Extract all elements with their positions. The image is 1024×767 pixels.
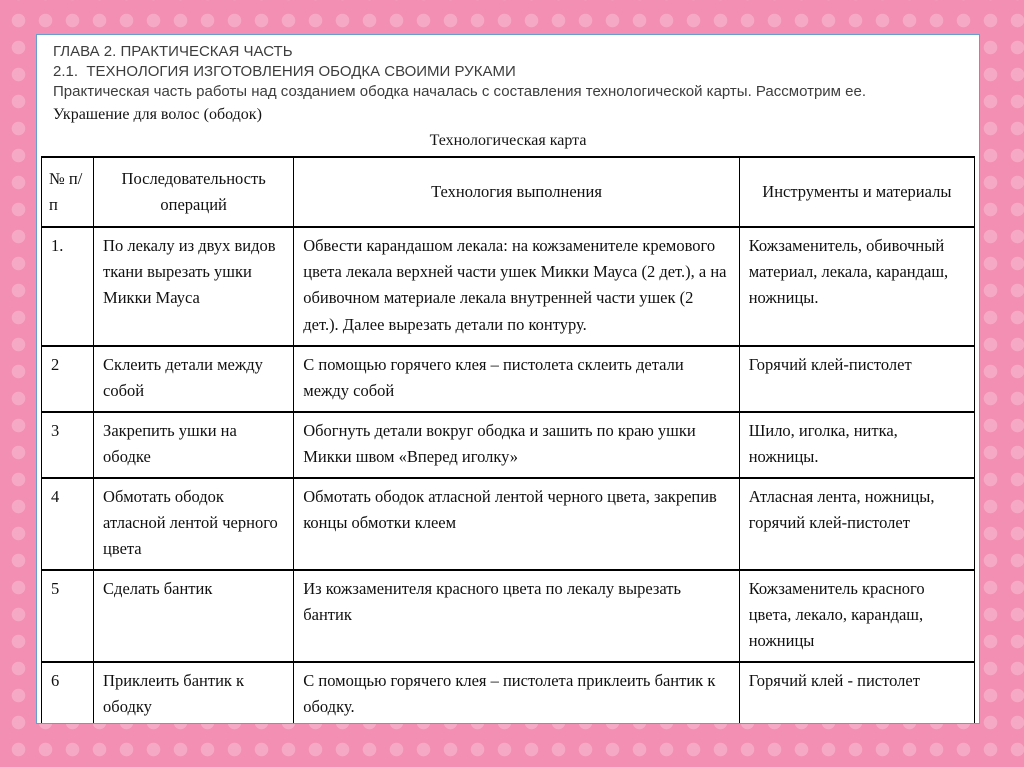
technology-cell: Обогнуть детали вокруг ободка и зашить по краю ушки Микки швом «Вперед иголку» (294, 412, 739, 478)
technology-cell: С помощью горячего клея – пистолета склеить детали между собой (294, 346, 739, 412)
table-head (42, 157, 975, 227)
row-number-cell: 1. (42, 227, 94, 345)
header-tools: Инструменты и материалы (739, 157, 974, 227)
subtitle: Украшение для волос (ободок) (53, 106, 262, 124)
table-header-row (42, 157, 975, 227)
table-body (42, 227, 975, 724)
table-title: Технологическая карта (429, 132, 587, 150)
technology-table (41, 156, 975, 724)
operation-cell: По лекалу из двух видов ткани вырезать ушки Микки Мауса (94, 227, 294, 345)
technology-cell: Из кожзаменителя красного цвета по лекалу вырезать бантик (294, 570, 739, 662)
table-row (42, 227, 975, 345)
tools-cell: Горячий клей-пистолет (739, 346, 974, 412)
operation-cell: Закрепить ушки на ободке (94, 412, 294, 478)
technology-cell: Обмотать ободок атласной лентой черного цвета, закрепив концы обмотки клеем (294, 478, 739, 570)
content-panel (36, 34, 980, 724)
row-number-cell: 3 (42, 412, 94, 478)
section-heading: 2.1. ТЕХНОЛОГИЯ ИЗГОТОВЛЕНИЯ ОБОДКА СВОИМИ РУКАМИ (53, 62, 516, 80)
operation-cell: Склеить детали между собой (94, 346, 294, 412)
intro-paragraph: Практическая часть работы над созданием ободка началась с составления технологической карты. Рассмотрим ее. (53, 82, 867, 100)
table-row (42, 570, 975, 662)
panel-header (37, 35, 979, 150)
chapter-heading: ГЛАВА 2. ПРАКТИЧЕСКАЯ ЧАСТЬ (53, 43, 293, 60)
operation-cell: Обмотать ободок атласной лентой черного цвета (94, 478, 294, 570)
row-number-cell: 6 (42, 662, 94, 724)
operation-cell: Сделать бантик (94, 570, 294, 662)
header-operations: Последовательность операций (94, 157, 294, 227)
row-number-cell: 2 (42, 346, 94, 412)
technology-cell: С помощью горячего клея – пистолета приклеить бантик к ободку. (294, 662, 739, 724)
tools-cell: Кожзаменитель, обивочный материал, лекала, карандаш, ножницы. (739, 227, 974, 345)
row-number-cell: 4 (42, 478, 94, 570)
header-number: № п/п (42, 157, 94, 227)
technology-cell: Обвести карандашом лекала: на кожзаменителе кремового цвета лекала верхней части ушек Микки Мауса (2 дет.), а на обивочном материале лекала внутренней части ушек (2 дет.). Далее вырезать детали по контуру. (294, 227, 739, 345)
table-row (42, 412, 975, 478)
tools-cell: Атласная лента, ножницы, горячий клей-пистолет (739, 478, 974, 570)
tools-cell: Шило, иголка, нитка, ножницы. (739, 412, 974, 478)
tools-cell: Горячий клей - пистолет (739, 662, 974, 724)
operation-cell: Приклеить бантик к ободку (94, 662, 294, 724)
row-number-cell: 5 (42, 570, 94, 662)
table-row (42, 346, 975, 412)
header-technology: Технология выполнения (294, 157, 739, 227)
tools-cell: Кожзаменитель красного цвета, лекало, карандаш, ножницы (739, 570, 974, 662)
table-row (42, 662, 975, 724)
table-row (42, 478, 975, 570)
